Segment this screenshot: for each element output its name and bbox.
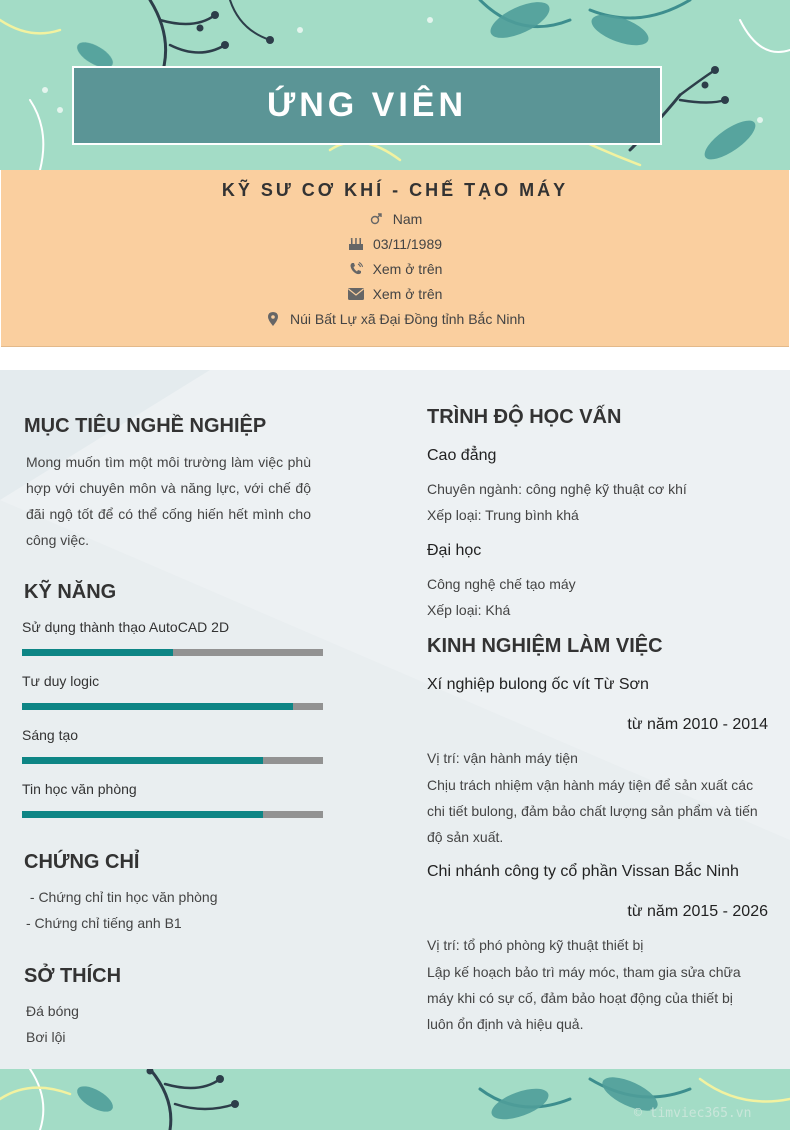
skill-bar-fill	[22, 757, 263, 764]
map-marker-icon	[265, 311, 281, 327]
phone-value: Xem ở trên	[372, 261, 443, 277]
certificate-item: - Chứng chỉ tiếng anh B1	[26, 915, 182, 931]
birthday-value: 03/11/1989	[372, 236, 443, 252]
gender-value: Nam	[392, 211, 423, 227]
certificate-item: - Chứng chỉ tin học văn phòng	[26, 889, 218, 905]
education-heading: TRÌNH ĐỘ HỌC VẤN	[427, 406, 622, 428]
phone-row	[0, 261, 790, 277]
birthday-cake-icon	[348, 236, 364, 252]
skill-bar	[22, 649, 323, 656]
experience-description: Lập kế hoạch bảo trì máy móc, tham gia sửa chữa máy khi có sự cố, đảm bảo hoạt động của thiết bị luôn ổn định và hiệu quả.	[427, 964, 741, 1032]
experience-heading: KINH NGHIỆM LÀM VIỆC	[427, 635, 663, 657]
hobby-item: Bơi lội	[26, 1029, 66, 1045]
experience-period: từ năm 2010 - 2014	[627, 716, 768, 733]
candidate-title: ỨNG VIÊN	[266, 86, 467, 124]
email-value: Xem ở trên	[372, 286, 443, 302]
education-detail: Xếp loại: Khá	[427, 602, 511, 618]
education-school: Đại học	[427, 542, 482, 559]
phone-icon	[348, 261, 364, 277]
experience-description: Chịu trách nhiệm vận hành máy tiện để sản xuất các chi tiết bulong, đảm bảo chất lượng sản phẩm và tiến độ sản xuất.	[427, 777, 758, 845]
watermark: © timviec365.vn	[634, 1106, 752, 1121]
skill-label: Tư duy logic	[22, 673, 100, 689]
birthday-row	[0, 236, 790, 252]
skill-bar-fill	[22, 703, 293, 710]
skill-bar	[22, 757, 323, 764]
skill-label: Sử dụng thành thạo AutoCAD 2D	[22, 619, 230, 635]
skill-bar-fill	[22, 811, 263, 818]
envelope-icon	[348, 286, 364, 302]
experience-company: Xí nghiệp bulong ốc vít Từ Sơn	[427, 676, 649, 693]
job-title: KỸ SƯ CƠ KHÍ - CHẾ TẠO MÁY	[221, 180, 569, 200]
experience-position: Vị trí: tổ phó phòng kỹ thuật thiết bị	[427, 937, 644, 953]
skill-label: Sáng tạo	[22, 727, 79, 743]
address-value: Núi Bất Lự xã Đại Đồng tỉnh Bắc Ninh	[289, 311, 526, 327]
certificates-heading: CHỨNG CHỈ	[24, 851, 140, 873]
gender-row	[0, 211, 790, 227]
skill-bar	[22, 811, 323, 818]
skill-bar-fill	[22, 649, 173, 656]
email-row	[0, 286, 790, 302]
skill-label: Tin học văn phòng	[22, 781, 137, 797]
objective-text: Mong muốn tìm một môi trường làm việc phù hợp với chuyên môn và năng lực, với chế độ đãi ngộ tốt để có thể cống hiến hết mình cho công việc.	[26, 454, 311, 548]
hobby-item: Đá bóng	[26, 1003, 79, 1019]
experience-company: Chi nhánh công ty cổ phần Vissan Bắc Ninh	[427, 863, 739, 880]
skill-bar	[22, 703, 323, 710]
skills-heading: KỸ NĂNG	[24, 581, 117, 603]
address-row	[0, 311, 790, 327]
education-detail: Xếp loại: Trung bình khá	[427, 507, 579, 523]
education-school: Cao đẳng	[427, 447, 497, 464]
candidate-title-banner	[72, 66, 662, 145]
experience-period: từ năm 2015 - 2026	[627, 903, 768, 920]
education-detail: Công nghệ chế tạo máy	[427, 576, 576, 592]
hobbies-heading: SỞ THÍCH	[24, 965, 122, 987]
experience-position: Vị trí: vận hành máy tiện	[427, 750, 578, 766]
gender-icon	[368, 211, 384, 227]
objective-heading: MỤC TIÊU NGHỀ NGHIỆP	[24, 415, 267, 437]
education-detail: Chuyên ngành: công nghệ kỹ thuật cơ khí	[427, 481, 687, 497]
